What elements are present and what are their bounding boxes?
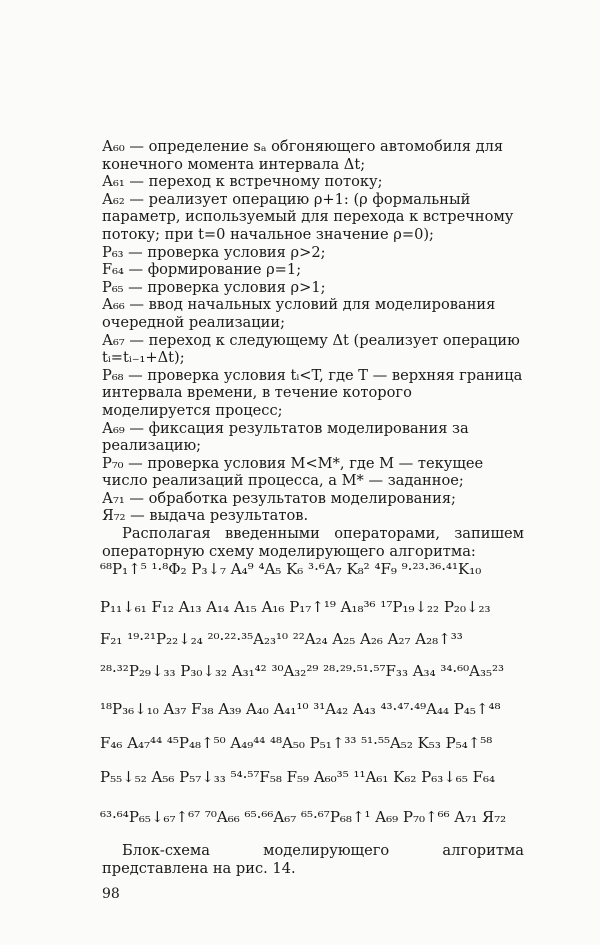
- definition-a69: А₆₉ — фиксация результатов моделирования за реализацию;: [102, 419, 469, 455]
- definition-p65: Р₆₅ — проверка условия ρ>1;: [102, 278, 326, 296]
- scheme-line-6: F₄₆ A₄₇⁴⁴ ⁴⁵P₄₈↑⁵⁰ A₄₉⁴⁴ ⁴⁸A₅₀ P₅₁↑³³ ⁵¹·⁵⁵A₅₂ K₅₃ P₅₄↑⁵⁸: [100, 734, 493, 752]
- definition-a66: А₆₆ — ввод начальных условий для моделирования очередной реализации;: [102, 296, 496, 331]
- definition-p68: Р₆₈ — проверка условия tᵢ<T, где T — верхняя граница интервала времени, в течение которого моделируется процесс;: [102, 366, 523, 419]
- definition-a67: А₆₇ — переход к следующему Δt (реализует операцию tᵢ=tᵢ₋₁+Δt);: [102, 331, 520, 367]
- closing-paragraph: Блок-схема моделирующего алгоритма представлена на рис. 14.: [102, 842, 524, 877]
- definition-a60: А₆₀ — определение sₐ обгоняющего автомобиля для конечного момента интервала Δt;: [102, 138, 504, 173]
- scheme-line-1: ⁶⁸P₁↑⁵ ¹·⁸Φ₂ P₃↓₇ A₄⁹ ⁴A₅ K₆ ³·⁶A₇ K₈² ⁴F₉ ⁹·²³·³⁶·⁴¹K₁₀: [100, 560, 482, 578]
- operator-definitions: [102, 138, 524, 560]
- definition-ya72: Я₇₂ — выдача результатов.: [102, 507, 309, 525]
- intro-paragraph: Располагая введенными операторами, запишем операторную схему моделирующего алгоритма:: [102, 525, 524, 560]
- scheme-line-7: P₅₅↓₅₂ A₅₆ P₅₇↓₃₃ ⁵⁴·⁵⁷F₅₈ F₅₉ A₆₀³⁵ ¹¹A₆₁ K₆₂ P₆₃↓₆₅ F₆₄: [100, 768, 496, 786]
- definition-a71: А₇₁ — обработка результатов моделирования;: [102, 489, 456, 507]
- definition-f64: F₆₄ — формирование ρ=1;: [102, 261, 302, 279]
- scheme-line-5: ¹⁸P₃₆↓₁₀ A₃₇ F₃₈ A₃₉ A₄₀ A₄₁¹⁰ ³¹A₄₂ A₄₃ ⁴³·⁴⁷·⁴⁹A₄₄ P₄₅↑⁴⁸: [100, 700, 501, 718]
- scheme-line-3: F₂₁ ¹⁹·²¹P₂₂↓₂₄ ²⁰·²²·³⁵A₂₃¹⁰ ²²A₂₄ A₂₅ A₂₆ A₂₇ A₂₈↑³³: [100, 630, 463, 648]
- definition-a61: А₆₁ — переход к встречному потоку;: [102, 173, 383, 191]
- definition-p63: Р₆₃ — проверка условия ρ>2;: [102, 243, 326, 261]
- scheme-line-4: ²⁸·³²P₂₉↓₃₃ P₃₀↓₃₂ A₃₁⁴² ³⁰A₃₂²⁹ ²⁸·²⁹·⁵¹·⁵⁷F₃₃ A₃₄ ³⁴·⁶⁰A₃₅²³: [100, 662, 505, 680]
- scheme-line-2: P₁₁↓₆₁ F₁₂ A₁₃ A₁₄ A₁₅ A₁₆ P₁₇↑¹⁹ A₁₈³⁶ ¹⁷P₁₉↓₂₂ P₂₀↓₂₃: [100, 598, 491, 616]
- definition-a62: А₆₂ — реализует операцию ρ+1: (ρ формальный параметр, используемый для перехода к встречному потоку; при t=0 начальное значение ρ=0);: [102, 190, 514, 243]
- scheme-line-8: ⁶³·⁶⁴P₆₅↓₆₇↑⁶⁷ ⁷⁰A₆₆ ⁶⁵·⁶⁶A₆₇ ⁶⁵·⁶⁷P₆₈↑¹ A₆₉ P₇₀↑⁶⁶ A₇₁ Я₇₂: [100, 808, 507, 826]
- page-number: 98: [102, 886, 120, 902]
- definition-p70: Р₇₀ — проверка условия M<M*, где M — текущее число реализаций процесса, а M* — заданное;: [102, 454, 484, 490]
